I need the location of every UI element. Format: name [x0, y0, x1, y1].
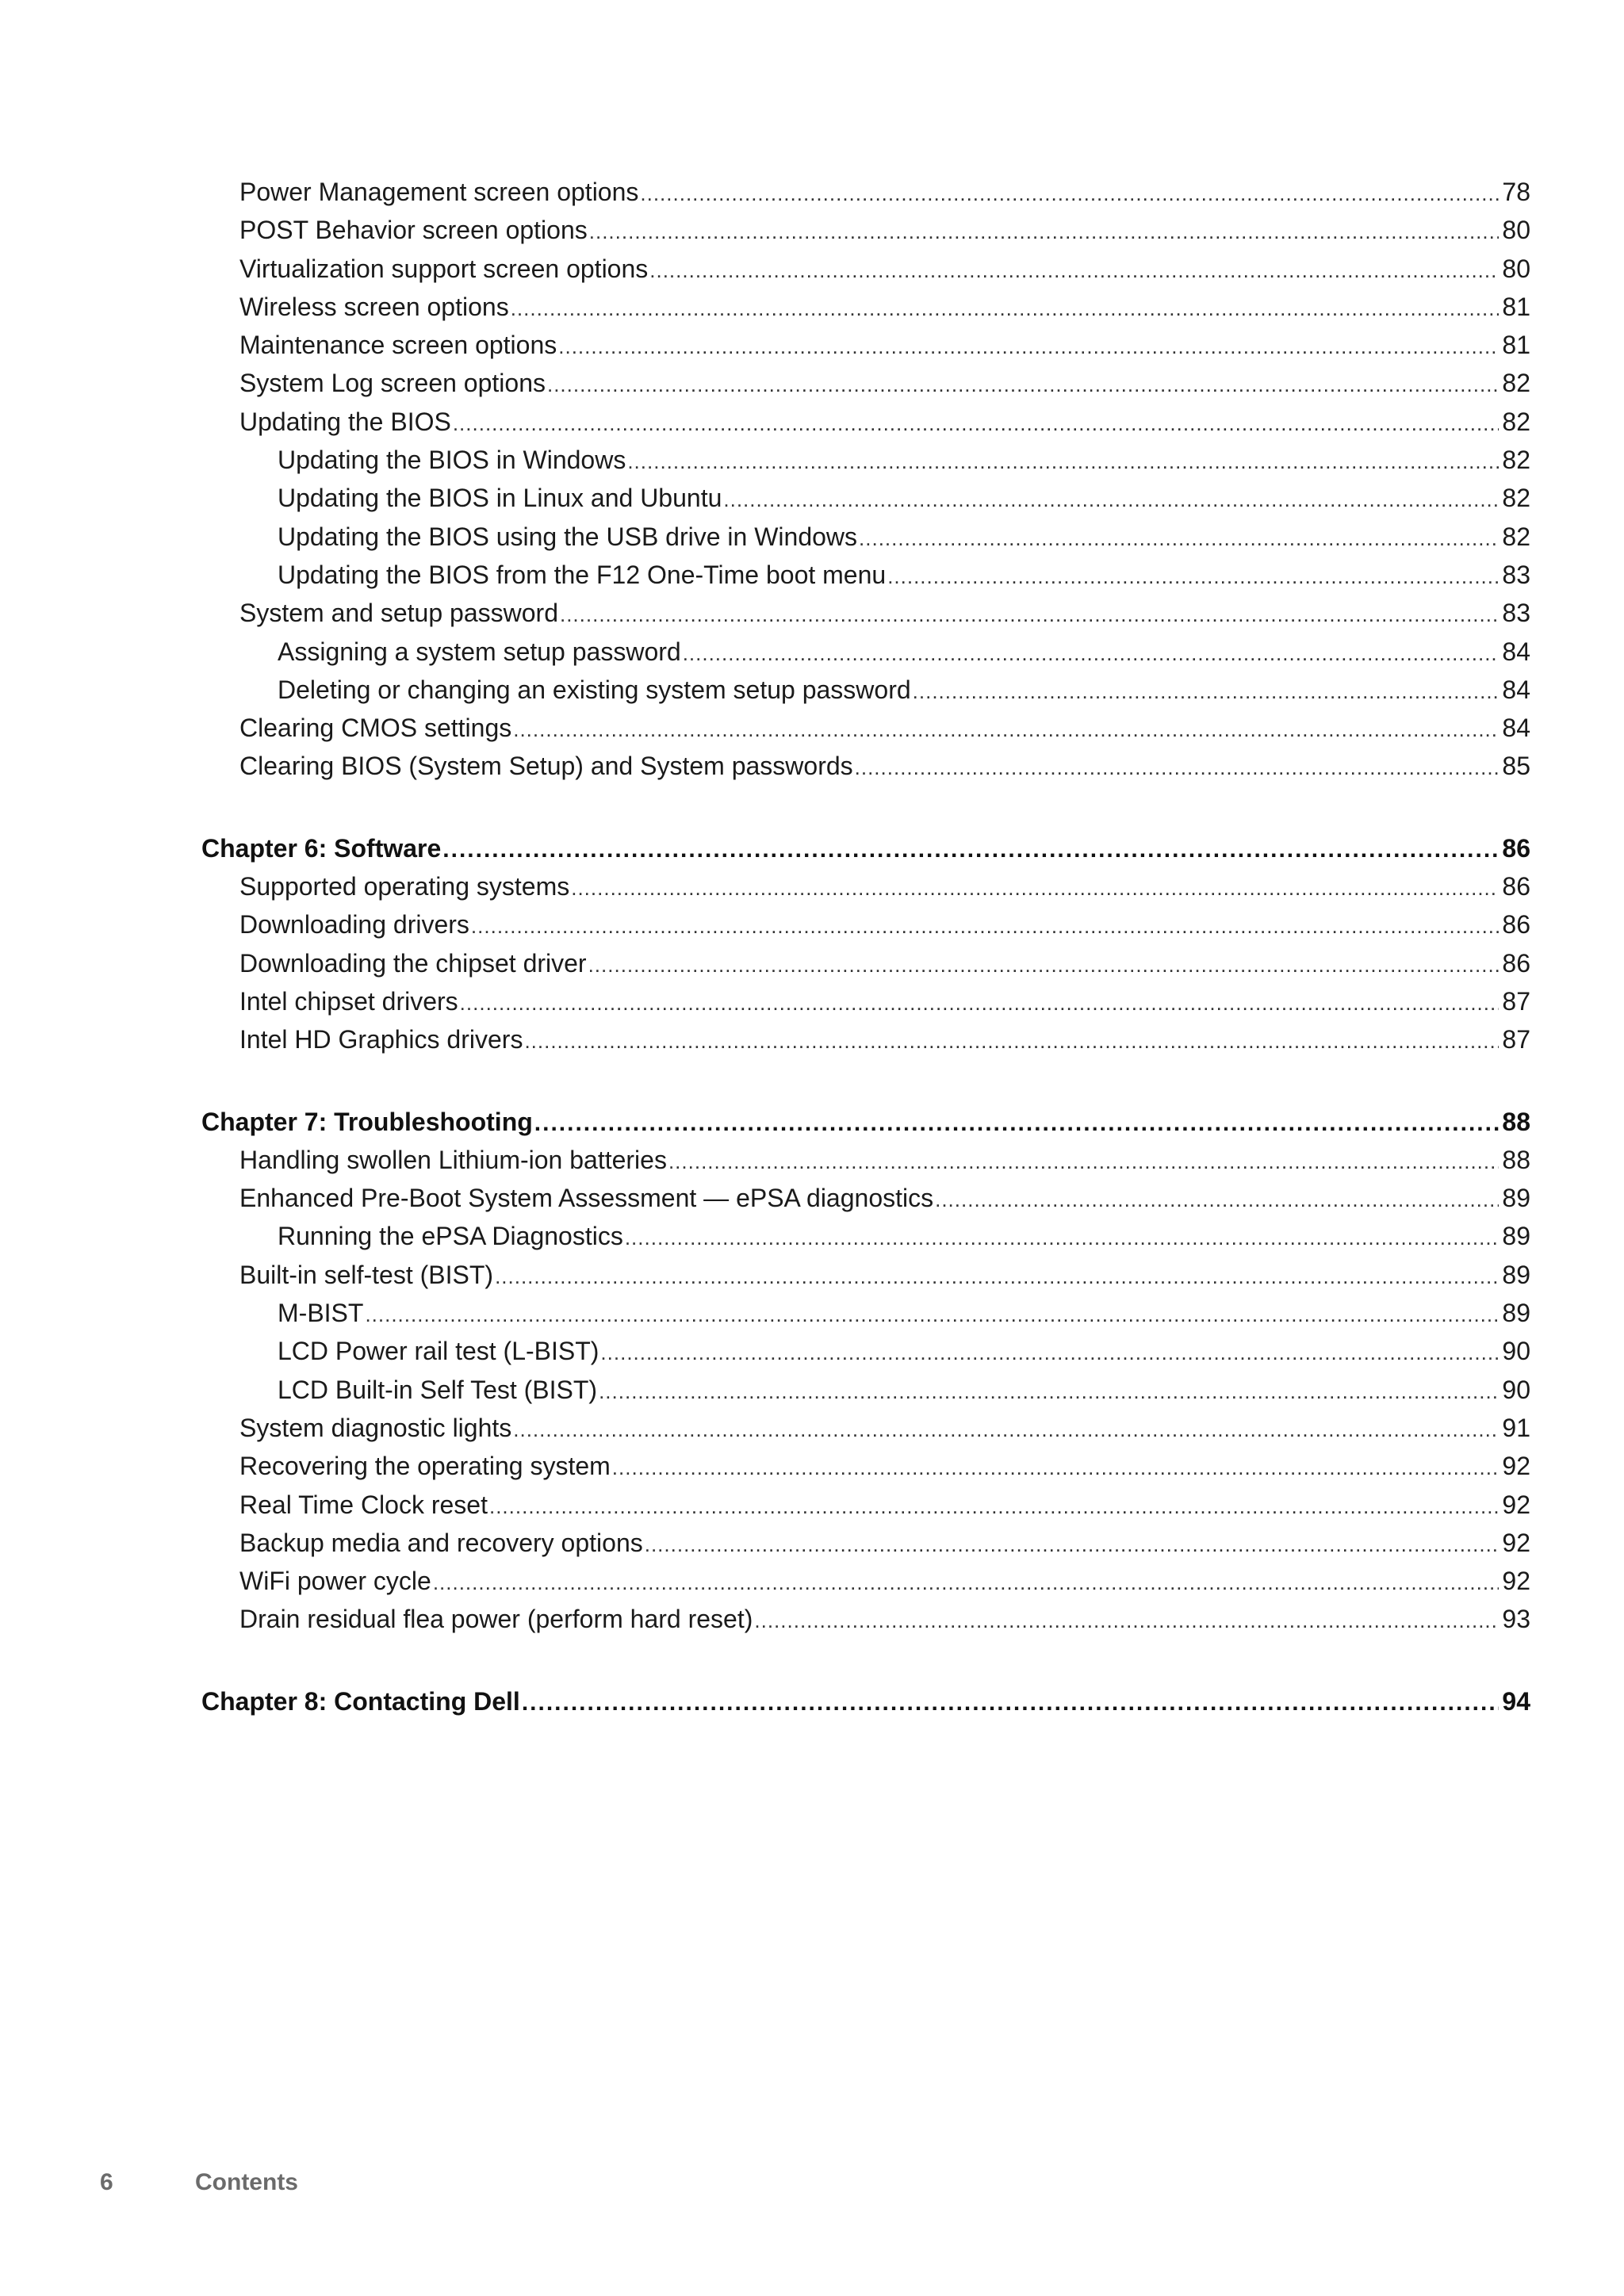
toc-entry-title: Clearing CMOS settings [239, 714, 512, 743]
toc-entry-title: Maintenance screen options [239, 331, 557, 360]
toc-entry[interactable] [201, 982, 1530, 1020]
toc-entry-page: 82 [1502, 407, 1530, 436]
toc-entry[interactable] [201, 364, 1530, 402]
toc-entry-title: Downloading drivers [239, 910, 469, 939]
toc-entry[interactable] [201, 211, 1530, 249]
toc-entry-page: 82 [1502, 522, 1530, 551]
chapter-page: 94 [1502, 1686, 1530, 1716]
chapter-title: Chapter 7: Troubleshooting [201, 1107, 533, 1136]
toc-leader [513, 1410, 1499, 1447]
toc-entry-title: LCD Built-in Self Test (BIST) [278, 1375, 598, 1404]
toc-entry-page: 90 [1502, 1375, 1530, 1404]
toc-entry-page: 86 [1502, 910, 1530, 939]
toc-leader [599, 1372, 1499, 1409]
toc-subentry[interactable] [201, 1294, 1530, 1332]
toc-entry-title: Updating the BIOS [239, 407, 451, 436]
toc-leader [935, 1181, 1499, 1217]
toc-entry-page: 82 [1502, 446, 1530, 475]
toc-entry[interactable] [201, 1256, 1530, 1294]
toc-entry[interactable] [201, 867, 1530, 905]
toc-entry-title: Virtualization support screen options [239, 254, 649, 283]
toc-leader [625, 1219, 1500, 1255]
toc-entry-title: Updating the BIOS from the F12 One-Time boot menu [278, 560, 887, 589]
toc-entry[interactable] [201, 288, 1530, 326]
toc-entry-page: 90 [1502, 1337, 1530, 1366]
toc-entry-title: Supported operating systems [239, 872, 570, 901]
toc-leader [513, 710, 1499, 747]
toc-entry-title: Enhanced Pre-Boot System Assessment — ePSA diagnostics [239, 1184, 934, 1213]
toc-leader [571, 869, 1499, 905]
toc-leader [453, 404, 1500, 441]
toc-leader [558, 327, 1499, 364]
toc-leader [547, 365, 1499, 402]
toc-subentry[interactable] [201, 441, 1530, 479]
toc-entry[interactable] [201, 594, 1530, 632]
toc-leader [489, 1487, 1499, 1524]
toc-entry-page: 84 [1502, 675, 1530, 704]
toc-leader [723, 480, 1499, 517]
toc-entry-title: System and setup password [239, 599, 558, 628]
toc-entry-title: POST Behavior screen options [239, 216, 588, 245]
chapter-title: Chapter 8: Contacting Dell [201, 1686, 520, 1716]
toc-entry-title: Handling swollen Lithium-ion batteries [239, 1145, 667, 1174]
toc-leader [683, 634, 1500, 671]
toc-subentry[interactable] [201, 1371, 1530, 1409]
toc-entry-title: System diagnostic lights [239, 1413, 512, 1442]
toc-leader [887, 557, 1499, 594]
toc-entry-page: 83 [1502, 560, 1530, 589]
toc-entry-title: Downloading the chipset driver [239, 948, 587, 978]
toc-section-continued [201, 173, 1530, 786]
toc-entry[interactable] [201, 1409, 1530, 1447]
toc-entry-title: Updating the BIOS using the USB drive in Windows [278, 522, 858, 551]
toc-entry-page: 78 [1502, 178, 1530, 206]
toc-entry-title: Recovering the operating system [239, 1452, 611, 1481]
toc-entry-title: WiFi power cycle [239, 1567, 431, 1596]
toc-entry-title: Running the ePSA Diagnostics [278, 1222, 623, 1251]
toc-leader [460, 984, 1500, 1020]
section-gap [201, 1059, 1530, 1103]
toc-subentry[interactable] [201, 671, 1530, 709]
toc-entry-title: Intel HD Graphics drivers [239, 1025, 523, 1054]
toc-entry-page: 80 [1502, 216, 1530, 245]
toc-subentry[interactable] [201, 479, 1530, 517]
toc-entry[interactable] [201, 326, 1530, 364]
table-of-contents [201, 173, 1530, 1720]
toc-entry-title: Backup media and recovery options [239, 1528, 643, 1557]
chapter-title: Chapter 6: Software [201, 833, 442, 863]
toc-entry-page: 89 [1502, 1260, 1530, 1289]
toc-entry-page: 92 [1502, 1567, 1530, 1596]
toc-leader [522, 1684, 1500, 1720]
toc-leader [855, 748, 1500, 785]
section-gap [201, 1639, 1530, 1682]
toc-entry-page: 81 [1502, 292, 1530, 321]
toc-entry-page: 86 [1502, 872, 1530, 901]
toc-entry-title: Intel chipset drivers [239, 986, 458, 1016]
toc-leader [365, 1295, 1499, 1332]
toc-subentry[interactable] [201, 518, 1530, 556]
toc-entry[interactable] [201, 403, 1530, 441]
toc-entry-page: 87 [1502, 1025, 1530, 1054]
toc-leader [588, 946, 1500, 982]
toc-entry-page: 87 [1502, 986, 1530, 1016]
toc-entry-page: 92 [1502, 1452, 1530, 1481]
toc-entry-title: Wireless screen options [239, 292, 509, 321]
toc-entry[interactable] [201, 1020, 1530, 1058]
toc-entry[interactable] [201, 747, 1530, 785]
toc-leader [560, 595, 1499, 632]
toc-leader [612, 1448, 1500, 1485]
section-gap [201, 786, 1530, 829]
toc-subentry[interactable] [201, 556, 1530, 594]
toc-entry[interactable] [201, 1524, 1530, 1562]
toc-chapter-heading[interactable] [201, 1103, 1530, 1141]
toc-entry[interactable] [201, 1447, 1530, 1485]
toc-entry-title: System Log screen options [239, 369, 546, 398]
toc-leader [589, 212, 1500, 249]
toc-entry-title: M-BIST [278, 1299, 364, 1328]
toc-entry[interactable] [201, 944, 1530, 982]
toc-leader [754, 1601, 1499, 1638]
toc-entry-title: Drain residual flea power (perform hard reset) [239, 1605, 753, 1634]
toc-entry[interactable] [201, 1486, 1530, 1524]
toc-entry-page: 89 [1502, 1222, 1530, 1251]
toc-entry-page: 86 [1502, 948, 1530, 978]
toc-entry-page: 84 [1502, 637, 1530, 666]
toc-leader [668, 1142, 1499, 1179]
toc-entry-title: Updating the BIOS in Windows [278, 446, 626, 475]
toc-chapter-heading[interactable] [201, 1682, 1530, 1720]
toc-entry-title: Updating the BIOS in Linux and Ubuntu [278, 484, 722, 513]
toc-chapter-8 [201, 1682, 1530, 1720]
toc-entry-page: 91 [1502, 1413, 1530, 1442]
toc-subentry[interactable] [201, 1217, 1530, 1255]
toc-entry[interactable] [201, 1179, 1530, 1217]
toc-entry-title: Assigning a system setup password [278, 637, 681, 666]
toc-entry-page: 82 [1502, 484, 1530, 513]
toc-entry-title: Real Time Clock reset [239, 1490, 488, 1519]
chapter-page: 88 [1502, 1107, 1530, 1136]
toc-entry[interactable] [201, 173, 1530, 211]
toc-leader [495, 1257, 1499, 1294]
toc-subentry[interactable] [201, 633, 1530, 671]
toc-entry[interactable] [201, 905, 1530, 943]
chapter-page: 86 [1502, 833, 1530, 863]
toc-entry-page: 88 [1502, 1145, 1530, 1174]
toc-entry-page: 83 [1502, 599, 1530, 628]
toc-entry-page: 80 [1502, 254, 1530, 283]
toc-entry-page: 84 [1502, 714, 1530, 743]
toc-entry-page: 82 [1502, 369, 1530, 398]
toc-entry-page: 92 [1502, 1528, 1530, 1557]
toc-entry-page: 85 [1502, 752, 1530, 781]
toc-leader [645, 1525, 1500, 1562]
toc-entry-title: Power Management screen options [239, 178, 639, 206]
toc-leader [627, 442, 1499, 479]
toc-entry[interactable] [201, 1562, 1530, 1600]
toc-entry-page: 81 [1502, 331, 1530, 360]
toc-entry[interactable] [201, 250, 1530, 288]
toc-leader [649, 251, 1499, 288]
toc-entry[interactable] [201, 1141, 1530, 1179]
toc-entry-page: 89 [1502, 1184, 1530, 1213]
toc-entry-title: Built-in self-test (BIST) [239, 1260, 494, 1289]
toc-leader [534, 1104, 1500, 1141]
toc-entry[interactable] [201, 1600, 1530, 1638]
toc-leader [859, 519, 1499, 556]
toc-entry-title: Clearing BIOS (System Setup) and System passwords [239, 752, 853, 781]
toc-leader [433, 1563, 1500, 1600]
toc-leader [471, 907, 1499, 943]
toc-leader [524, 1022, 1499, 1058]
toc-entry-title: Deleting or changing an existing system setup password [278, 675, 911, 704]
toc-chapter-6 [201, 829, 1530, 1059]
toc-chapter-heading[interactable] [201, 829, 1530, 867]
toc-entry[interactable] [201, 709, 1530, 747]
page-footer [100, 2169, 298, 2196]
toc-leader [442, 831, 1499, 867]
footer-section-label: Contents [195, 2169, 298, 2195]
toc-entry-page: 93 [1502, 1605, 1530, 1634]
toc-entry-page: 89 [1502, 1299, 1530, 1328]
toc-entry-page: 92 [1502, 1490, 1530, 1519]
toc-entry-title: LCD Power rail test (L-BIST) [278, 1337, 599, 1366]
toc-leader [640, 174, 1499, 211]
toc-leader [600, 1334, 1499, 1370]
footer-page-number: 6 [100, 2169, 113, 2195]
toc-subentry[interactable] [201, 1332, 1530, 1370]
toc-leader [913, 672, 1500, 709]
toc-chapter-7 [201, 1103, 1530, 1639]
toc-leader [511, 289, 1500, 326]
